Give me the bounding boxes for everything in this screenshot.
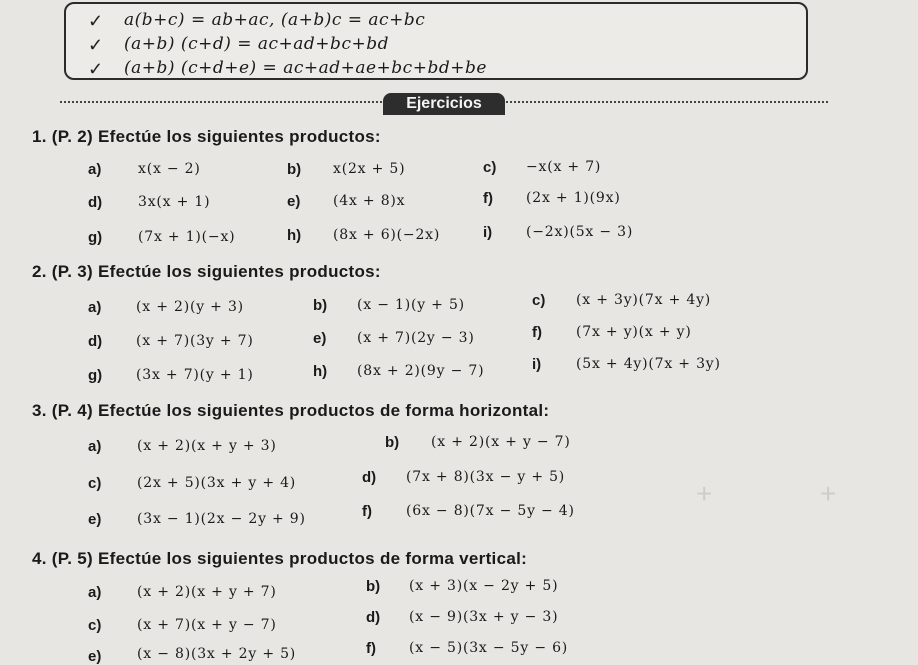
item-expression: (7x + y)(x + y) (576, 324, 692, 340)
property-formula: (a+b) (c+d+e) = ac+ad+ae+bc+bd+be (124, 58, 487, 78)
item-expression: (x + 2)(x + y + 3) (137, 438, 277, 454)
item-label: f) (366, 640, 376, 657)
property-formula: (a+b) (c+d) = ac+ad+bc+bd (124, 34, 389, 54)
item-label: f) (362, 503, 372, 520)
item-label: d) (366, 609, 381, 626)
item-expression: x(x − 2) (138, 161, 201, 177)
item-expression: (2x + 5)(3x + y + 4) (137, 475, 297, 491)
item-label: d) (88, 194, 103, 211)
section-heading: 1. (P. 2) Efectúe los siguientes productos: (32, 127, 381, 146)
item-expression: (x − 8)(3x + 2y + 5) (137, 646, 297, 662)
check-icon: ✓ (88, 11, 104, 31)
item-expression: (x + 7)(2y − 3) (357, 330, 475, 346)
item-label: d) (362, 469, 377, 486)
item-label: b) (366, 578, 381, 595)
section-heading: 4. (P. 5) Efectúe los siguientes productos de forma vertical: (32, 549, 528, 568)
item-expression: (x + 7)(3y + 7) (136, 333, 254, 349)
item-expression: (7x + 1)(−x) (138, 229, 236, 245)
item-label: b) (287, 161, 302, 178)
item-label: i) (532, 356, 542, 373)
item-label: c) (532, 292, 546, 309)
divider-right (506, 101, 828, 103)
item-expression: (5x + 4y)(7x + 3y) (576, 356, 721, 372)
item-expression: (3x − 1)(2x − 2y + 9) (137, 511, 306, 527)
property-formula: a(b+c) = ab+ac, (a+b)c = ac+bc (124, 10, 426, 30)
item-expression: 3x(x + 1) (138, 194, 211, 210)
item-label: a) (88, 584, 102, 601)
item-expression: −x(x + 7) (526, 159, 602, 175)
section-banner: Ejercicios (383, 93, 505, 115)
item-expression: (x + 2)(y + 3) (136, 299, 244, 315)
item-expression: x(2x + 5) (333, 161, 406, 177)
item-expression: (8x + 6)(−2x) (333, 227, 441, 243)
item-label: c) (88, 475, 102, 492)
item-expression: (x + 3y)(7x + 4y) (576, 292, 712, 308)
item-label: b) (313, 297, 328, 314)
item-label: e) (88, 648, 102, 665)
item-expression: (8x + 2)(9y − 7) (357, 363, 485, 379)
item-label: i) (483, 224, 493, 241)
item-label: a) (88, 299, 102, 316)
item-expression: (3x + 7)(y + 1) (136, 367, 254, 383)
item-expression: (x − 1)(y + 5) (357, 297, 465, 313)
item-label: e) (88, 511, 102, 528)
item-expression: (6x − 8)(7x − 5y − 4) (406, 503, 575, 519)
bleed-through-mark: + (696, 478, 713, 509)
item-expression: (x + 2)(x + y + 7) (137, 584, 277, 600)
item-label: e) (287, 193, 301, 210)
item-expression: (4x + 8)x (333, 193, 406, 209)
divider-left (60, 101, 382, 103)
item-expression: (x + 7)(x + y − 7) (137, 617, 277, 633)
item-label: g) (88, 367, 103, 384)
item-label: h) (287, 227, 302, 244)
item-expression: (x + 3)(x − 2y + 5) (409, 578, 559, 594)
item-label: g) (88, 229, 103, 246)
section-heading: 2. (P. 3) Efectúe los siguientes productos: (32, 262, 381, 281)
item-expression: (x − 5)(3x − 5y − 6) (409, 640, 569, 656)
item-label: f) (532, 324, 542, 341)
item-label: h) (313, 363, 328, 380)
item-expression: (x + 2)(x + y − 7) (431, 434, 571, 450)
item-label: e) (313, 330, 327, 347)
item-label: f) (483, 190, 493, 207)
item-expression: (x − 9)(3x + y − 3) (409, 609, 559, 625)
item-label: c) (483, 159, 497, 176)
item-label: b) (385, 434, 400, 451)
section-heading: 3. (P. 4) Efectúe los siguientes productos de forma horizontal: (32, 401, 550, 420)
item-label: d) (88, 333, 103, 350)
item-label: a) (88, 438, 102, 455)
item-expression: (−2x)(5x − 3) (526, 224, 634, 240)
check-icon: ✓ (88, 59, 104, 79)
bleed-through-mark: + (820, 478, 837, 509)
item-label: a) (88, 161, 102, 178)
item-expression: (7x + 8)(3x − y + 5) (406, 469, 566, 485)
item-label: c) (88, 617, 102, 634)
item-expression: (2x + 1)(9x) (526, 190, 621, 206)
properties-box (64, 2, 808, 80)
check-icon: ✓ (88, 35, 104, 55)
